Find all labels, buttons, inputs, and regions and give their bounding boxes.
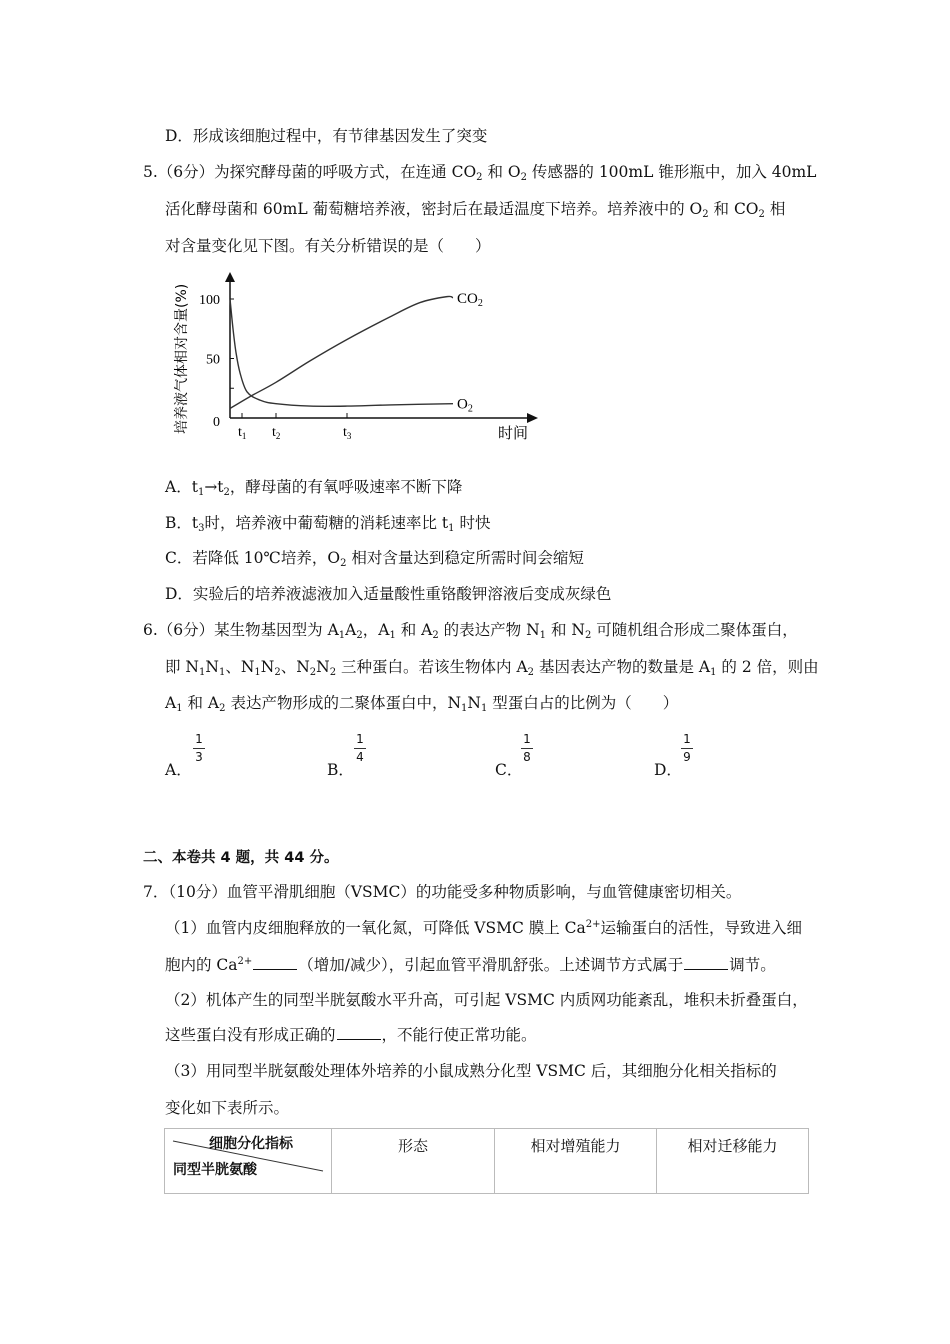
subscript: 2 [758,209,765,220]
q5-option-c[interactable] [165,548,584,568]
numerator: 1 [523,732,531,746]
series-line-co2 [230,296,453,408]
y-axis-label: 培养液气体相对含量(%) [174,283,190,434]
q7-line [165,1025,537,1045]
subscript: 1 [218,667,226,678]
y-tick-label: 50 [206,352,220,368]
numerator: 1 [356,732,364,746]
subscript: 2 [702,209,709,220]
text-run: 6.（6分）某生物基因型为 A [143,621,339,639]
subscript: 2 [432,630,439,641]
x-tick-label: $t_3$ [343,425,352,441]
text-run: N [260,658,275,676]
text-run: 的 2 倍，则由 [716,658,819,676]
denominator: 4 [356,750,364,764]
text-run: 活化酵母菌和 60mL 葡萄糖培养液，密封后在最适温度下培养。培养液中的 O [165,200,703,218]
q5-stem-line [165,199,785,219]
text-run: D．形成该细胞过程中，有节律基因发生了突变 [165,127,488,145]
subscript: 1 [448,523,455,534]
text-run: 运输蛋白的活性，导致进入细 [600,919,803,937]
text-run: 时快 [454,514,491,532]
series-label-o2: $O_2$ [457,396,473,415]
series-label-co2: $CO_2$ [457,290,483,309]
text-run: 胞内的 Ca [165,956,238,974]
fraction [520,733,534,764]
table-row [165,1129,809,1194]
text-run: 的表达产物 N [438,621,540,639]
subscript: 2 [527,667,535,678]
y-tick-label: 100 [199,293,220,308]
answer-blank [337,1025,381,1040]
subscript: 2 [219,703,226,714]
subscript: 1 [338,630,346,641]
text-run: B．t [165,514,199,532]
fraction [353,733,367,764]
text-run: 、N [225,658,255,676]
text-run: 调节。 [729,956,776,974]
denominator: 3 [195,750,203,764]
text-run: D．实验后的培养液滤液加入适量酸性重铬酸钾溶液后变成灰绿色 [165,585,612,603]
q5-option-a[interactable] [165,477,462,497]
x-tick-label: $t_2$ [272,425,281,441]
text-run: 和 A [395,621,433,639]
denominator: 9 [683,750,691,764]
differentiation-table [164,1128,809,1194]
text-run: ，A [362,621,390,639]
text-run: 对含量变化见下图。有关分析错误的是（ ） [165,237,491,255]
subscript: 1 [539,630,547,641]
text-run: C．若降低 10℃培养，O [165,549,341,567]
text-run: （3）用同型半胱氨酸处理体外培养的小鼠成熟分化型 VSMC 后，其细胞分化相关指标的 [165,1062,777,1080]
text-run: 相对含量达到稳定所需时间会缩短 [346,549,584,567]
subscript: 1 [176,703,183,714]
y-tick-label: 0 [213,415,220,430]
subscript: 1 [389,630,396,641]
subscript: 2 [520,172,527,183]
option-label: D． [654,761,682,779]
text-run: 可随机组合形成二聚体蛋白， [591,621,798,639]
fraction [680,733,694,764]
subscript: 2 [223,487,230,498]
text-run: （1）血管内皮细胞释放的一氧化氮，可降低 VSMC 膜上 Ca [165,919,586,937]
text-run: 传感器的 100mL 锥形瓶中，加入 40mL [526,163,817,181]
subscript: 2 [329,667,337,678]
subscript: 1 [197,487,205,498]
text-run: N [316,658,330,676]
section-heading: 二、本卷共 4 题，共 44 分。 [143,850,339,866]
text-run: 5.（6分）为探究酵母菌的呼吸方式，在连通 CO [143,163,477,181]
text-run: 型蛋白占的比例为（ ） [487,694,679,712]
text-run: 相 [764,200,786,218]
q6-stem-line [165,657,819,677]
q7-line [143,882,741,902]
superscript: 2+ [237,956,253,967]
text-run: 和 O [482,163,521,181]
text-run: 7．（10分）血管平滑肌细胞（VSMC）的功能受多种物质影响，与血管健康密切相关。 [143,883,742,901]
text-run: 这些蛋白没有形成正确的 [165,1026,336,1044]
option-label: B． [327,761,354,779]
text-run: 和 A [182,694,220,712]
superscript: 2+ [585,919,601,930]
subscript: 2 [356,630,363,641]
header-cell: 相对迁移能力 [657,1129,809,1194]
subscript: 1 [461,703,468,714]
x-axis-label: 时间 [498,424,529,442]
text-run: 表达产物形成的二聚体蛋白中，N [225,694,462,712]
text-run: A [165,694,177,712]
text-run: 和 CO [708,200,759,218]
q7-line [165,990,808,1010]
text-run: A．t [165,478,198,496]
subscript: 3 [198,523,205,534]
q7-line [165,1061,777,1081]
text-run: 时，培养液中葡萄糖的消耗速率比 t [204,514,449,532]
diagonal-header-cell [165,1129,332,1194]
q7-line [165,955,776,975]
subscript: 2 [274,667,281,678]
q6-stem-line [143,620,798,640]
q5-option-d[interactable] [165,584,611,604]
y-axis-arrow-icon [225,272,235,282]
q4-option-d [165,126,487,146]
option-label: C． [495,761,523,779]
subscript: 2 [584,630,592,641]
text-run: ，酵母菌的有氧呼吸速率不断下降 [229,478,463,496]
x-tick-label: $t_1$ [238,425,247,441]
q5-option-b[interactable] [165,513,490,533]
text-run: →t [204,478,224,496]
numerator: 1 [683,732,691,746]
denominator: 8 [523,750,531,764]
subscript: 2 [476,172,483,183]
text-run: 和 N [546,621,585,639]
text-run: 即 N [165,658,199,676]
text-run: N [467,694,481,712]
q5-stem-line [143,162,816,182]
text-run: 变化如下表所示。 [165,1099,290,1117]
text-run: A [345,621,357,639]
answer-blank [253,955,297,970]
text-run: ，不能行使正常功能。 [381,1026,537,1044]
q5-stem-line [165,236,491,256]
subscript: 2 [340,558,347,569]
subscript: 1 [710,667,717,678]
corner-bottom-label: 同型半胱氨酸 [173,1162,257,1178]
q7-line [165,1098,289,1118]
text-run: N [205,658,219,676]
text-run: （增加/减少），引起血管平滑肌舒张。上述调节方式属于 [298,956,684,974]
header-cell: 相对增殖能力 [495,1129,657,1194]
numerator: 1 [195,732,203,746]
answer-blank [684,955,728,970]
subscript: 1 [480,703,488,714]
header-cell: 形态 [332,1129,495,1194]
subscript: 2 [309,667,317,678]
q7-line [165,918,802,938]
option-label: A． [165,761,192,779]
series-line-o2 [230,299,453,406]
corner-top-label: 细胞分化指标 [209,1136,293,1152]
q6-stem-line [165,693,678,713]
fraction [192,733,206,764]
text-run: （2）机体产生的同型半胱氨酸水平升高，可引起 VSMC 内质网功能紊乱，堆积未折叠蛋白， [165,991,808,1009]
text-run: 、N [280,658,310,676]
text-run: 基因表达产物的数量是 A [534,658,711,676]
subscript: 1 [199,667,206,678]
text-run: 三种蛋白。若该生物体内 A [336,658,528,676]
subscript: 1 [254,667,261,678]
gas-content-chart [0,262,950,462]
x-axis-arrow-icon [527,413,538,423]
